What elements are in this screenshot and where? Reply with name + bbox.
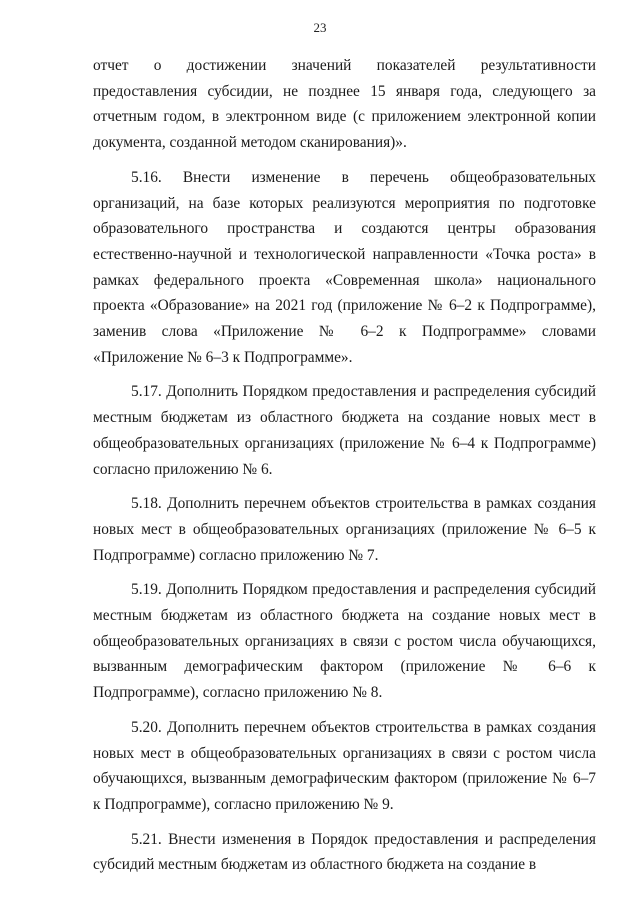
paragraph-5-18: 5.18. Дополнить перечнем объектов строительства в рамках создания новых мест в общеобразовательных организациях (приложение № 6–5 к Подпрограмме) согласно приложению № 7. [93, 495, 596, 564]
paragraph-5-17: 5.17. Дополнить Порядком предоставления и распределения субсидий местным бюджетам из областного бюджета на создание новых мест в общеобразовательных организациях (приложение № 6–4 к Подпрограмме) согласно приложению № 6. [93, 383, 596, 478]
paragraph-continuation: отчет о достижении значений показателей результативности предоставления субсидии, не позднее 15 января года, следующего за отчетным годом, в электронном виде (с приложением электронной копии документа, созданной методом сканирования)». [93, 57, 596, 152]
paragraph-5-19: 5.19. Дополнить Порядком предоставления и распределения субсидий местным бюджетам из областного бюджета на создание новых мест в общеобразовательных организациях в связи с ростом числа обучающихся, вызванным демографическим фактором (приложение № 6–6 к Подпрограмме), согласно приложению № 8. [93, 581, 596, 702]
paragraph-5-16: 5.16. Внести изменение в перечень общеобразовательных организаций, на базе которых реализуются мероприятия по подготовке образовательного пространства и создаются центры образования естественно-научной и технологической направленности «Точка роста» в рамках федерального проекта «Современная школа» национального проекта «Образование» на 2021 год (приложение № 6–2 к Подпрограмме), заменив слова «Приложение № 6–2 к Подпрограмме» словами «Приложение № 6–3 к Подпрограмме». [93, 168, 596, 366]
page-number: 23 [313, 20, 327, 35]
paragraph-5-20: 5.20. Дополнить перечнем объектов строительства в рамках создания новых мест в общеобразовательных организациях в связи с ростом числа обучающихся, вызванным демографическим фактором (приложение № 6–7 к Подпрограмме), согласно приложению № 9. [93, 718, 596, 813]
document-body [93, 53, 596, 887]
paragraph-5-21: 5.21. Внести изменения в Порядок предоставления и распределения субсидий местным бюджетам из областного бюджета на создание в [93, 830, 596, 874]
